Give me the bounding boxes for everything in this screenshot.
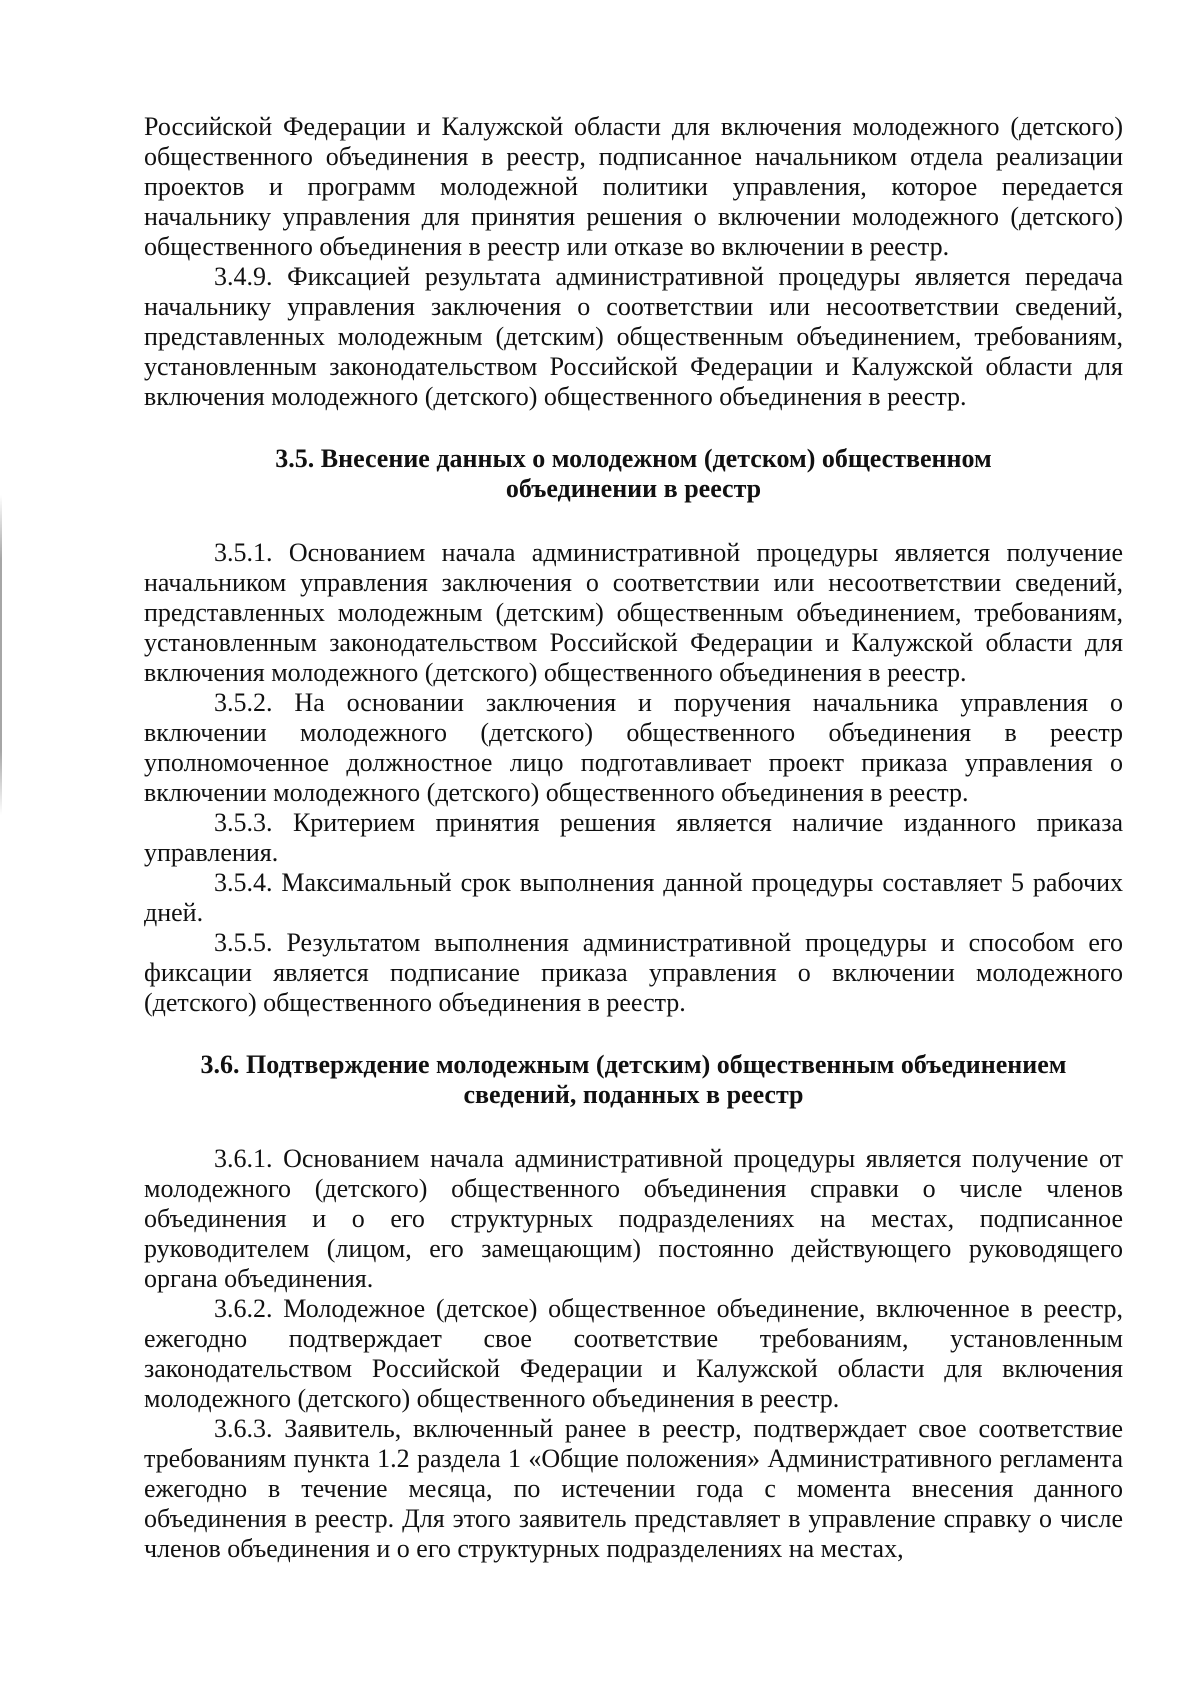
spacer (144, 504, 1123, 538)
paragraph-3-6-2: 3.6.2. Молодежное (детское) общественное объединение, включенное в реестр, ежегодно подтверждает свое соответствие требованиям, установленным законодательством Российской Федерации и Калужской области для включения молодежного (детского) общественного объединения в реестр. (144, 1294, 1123, 1413)
spacer (144, 1018, 1123, 1050)
paragraph-3-5-3: 3.5.3. Критерием принятия решения является наличие изданного приказа управления. (144, 808, 1123, 867)
paragraph-3-5-4: 3.5.4. Максимальный срок выполнения данной процедуры составляет 5 рабочих дней. (144, 868, 1123, 927)
section-heading-3-6-line1: 3.6. Подтверждение молодежным (детским) общественным объединением (200, 1050, 1067, 1079)
document-page (144, 112, 1123, 1564)
paragraph-3-5-2: 3.5.2. На основании заключения и поручения начальника управления о включении молодежного (детского) общественного объединения в реестр уполномоченное должностное лицо подготавливает проект приказа управления о включении молодежного (детского) общественного объединения в реестр. (144, 688, 1123, 807)
paragraph-3-6-3: 3.6.3. Заявитель, включенный ранее в реестр, подтверждает свое соответствие требованиям пункта 1.2 раздела 1 «Общие положения» Административного регламента ежегодно в течение месяца, по истечении года с момента внесения данного объединения в реестр. Для этого заявитель представляет в управление справку о числе членов объединения и о его структурных подразделениях на местах, (144, 1414, 1123, 1563)
section-heading-3-6 (144, 1050, 1123, 1110)
section-heading-3-5-line1: 3.5. Внесение данных о молодежном (детском) общественном (275, 444, 992, 473)
paragraph-3-4-9: 3.4.9. Фиксацией результата административной процедуры является передача начальнику управления заключения о соответствии или несоответствии сведений, представленных молодежным (детским) общественным объединением, требованиям, установленным законодательством Российской Федерации и Калужской области для включения молодежного (детского) общественного объединения в реестр. (144, 262, 1123, 411)
section-heading-3-5 (144, 444, 1123, 504)
scan-edge-shadow (0, 495, 2, 815)
paragraph-3-5-5: 3.5.5. Результатом выполнения административной процедуры и способом его фиксации является подписание приказа управления о включении молодежного (детского) общественного объединения в реестр. (144, 928, 1123, 1017)
section-heading-3-5-line2: объединении в реестр (505, 474, 762, 503)
paragraph-3-5-1: 3.5.1. Основанием начала административной процедуры является получение начальником управления заключения о соответствии или несоответствии сведений, представленных молодежным (детским) общественным объединением, требованиям, установленным законодательством Российской Федерации и Калужской области для включения молодежного (детского) общественного объединения в реестр. (144, 538, 1123, 687)
section-heading-3-6-line2: сведений, поданных в реестр (463, 1080, 804, 1109)
spacer (144, 412, 1123, 444)
paragraph-3-6-1: 3.6.1. Основанием начала административной процедуры является получение от молодежного (детского) общественного объединения справки о числе членов объединения и о его структурных подразделениях на местах, подписанное руководителем (лицом, его замещающим) постоянно действующего руководящего органа объединения. (144, 1144, 1123, 1293)
paragraph-continuation: Российской Федерации и Калужской области для включения молодежного (детского) общественного объединения в реестр, подписанное начальником отдела реализации проектов и программ молодежной политики управления, которое передается начальнику управления для принятия решения о включении молодежного (детского) общественного объединения в реестр или отказе во включении в реестр. (144, 112, 1123, 261)
spacer (144, 1110, 1123, 1144)
